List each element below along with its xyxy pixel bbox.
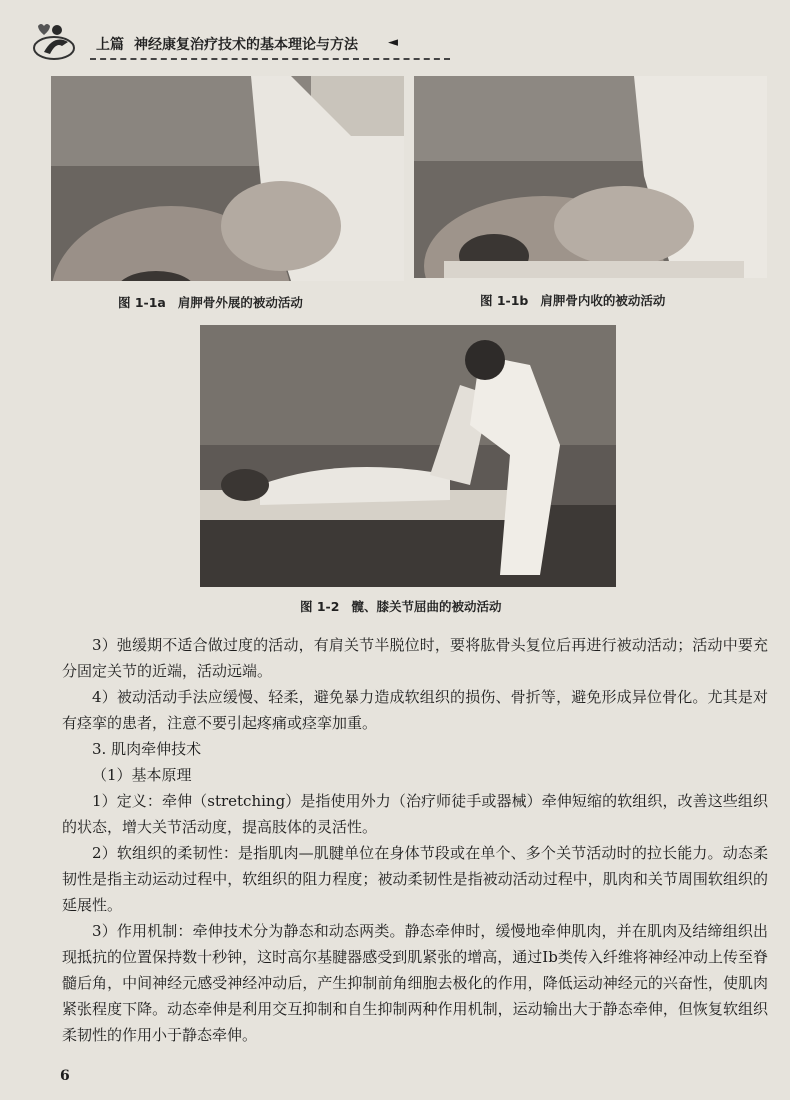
figure-1-1b-photo bbox=[414, 76, 767, 278]
body-text bbox=[62, 632, 768, 1048]
book-logo-icon bbox=[30, 20, 90, 66]
figure-number: 图 1-2 bbox=[300, 599, 340, 614]
figure-1-2-photo bbox=[200, 325, 616, 587]
paragraph: 3）弛缓期不适合做过度的活动，有肩关节半脱位时，要将肱骨头复位后再进行被动活动；活动中要充分固定关节的近端，活动远端。 bbox=[62, 636, 768, 680]
running-header bbox=[30, 20, 410, 66]
paragraph: 3）作用机制：牵伸技术分为静态和动态两类。静态牵伸时，缓慢地牵伸肌肉，并在肌肉及结缔组织出现抵抗的位置保持数十秒钟，这时高尔基腱器感受到肌紧张的增高，通过Ⅰb类传入纤维将神经冲动上传至脊髓后角，中间神经元感受神经冲动后，产生抑制前角细胞去极化的作用，降低运动神经元的兴奋性，使肌肉紧张程度下降。动态牵伸是利用交互抑制和自生抑制两种作用机制，运动输出大于静态牵伸，但恢复软组织柔韧性的作用小于静态牵伸。 bbox=[62, 922, 768, 1044]
paragraph: 1）定义：牵伸（stretching）是指使用外力（治疗师徒手或器械）牵伸短缩的软组织，改善这些组织的状态，增大关节活动度，提高肢体的灵活性。 bbox=[62, 792, 768, 836]
header-part: 上篇 bbox=[96, 37, 124, 53]
subsection-heading: （1）基本原理 bbox=[92, 766, 192, 784]
header-chapter-title: 神经康复治疗技术的基本理论与方法 bbox=[134, 37, 358, 53]
figure-1-2-caption bbox=[300, 597, 501, 615]
header-title bbox=[96, 34, 358, 54]
figure-number: 图 1-1a bbox=[118, 295, 166, 310]
figure-1-1a-photo bbox=[51, 76, 404, 281]
figure-caption-text: 肩胛骨外展的被动活动 bbox=[177, 295, 303, 310]
header-dashed-rule bbox=[90, 58, 450, 60]
paragraph: 4）被动活动手法应缓慢、轻柔，避免暴力造成软组织的损伤、骨折等，避免形成异位骨化。尤其是对有痉挛的患者，注意不要引起疼痛或痉挛加重。 bbox=[62, 688, 768, 732]
header-arrow-icon: ◄ bbox=[388, 35, 398, 50]
figure-number: 图 1-1b bbox=[480, 293, 529, 308]
page-number: 6 bbox=[60, 1068, 70, 1084]
section-heading: 3. 肌肉牵伸技术 bbox=[92, 740, 202, 758]
paragraph: 2）软组织的柔韧性：是指肌肉—肌腱单位在身体节段或在单个、多个关节活动时的拉长能力。动态柔韧性是指主动运动过程中，软组织的阻力程度；被动柔韧性是指被动活动过程中，肌肉和关节周围软组织的延展性。 bbox=[62, 844, 768, 914]
figure-caption-text: 髋、膝关节屈曲的被动活动 bbox=[351, 599, 502, 614]
figure-caption-text: 肩胛骨内收的被动活动 bbox=[540, 293, 666, 308]
figure-1-1b-caption bbox=[480, 291, 665, 309]
figure-1-1a-caption bbox=[118, 293, 303, 311]
